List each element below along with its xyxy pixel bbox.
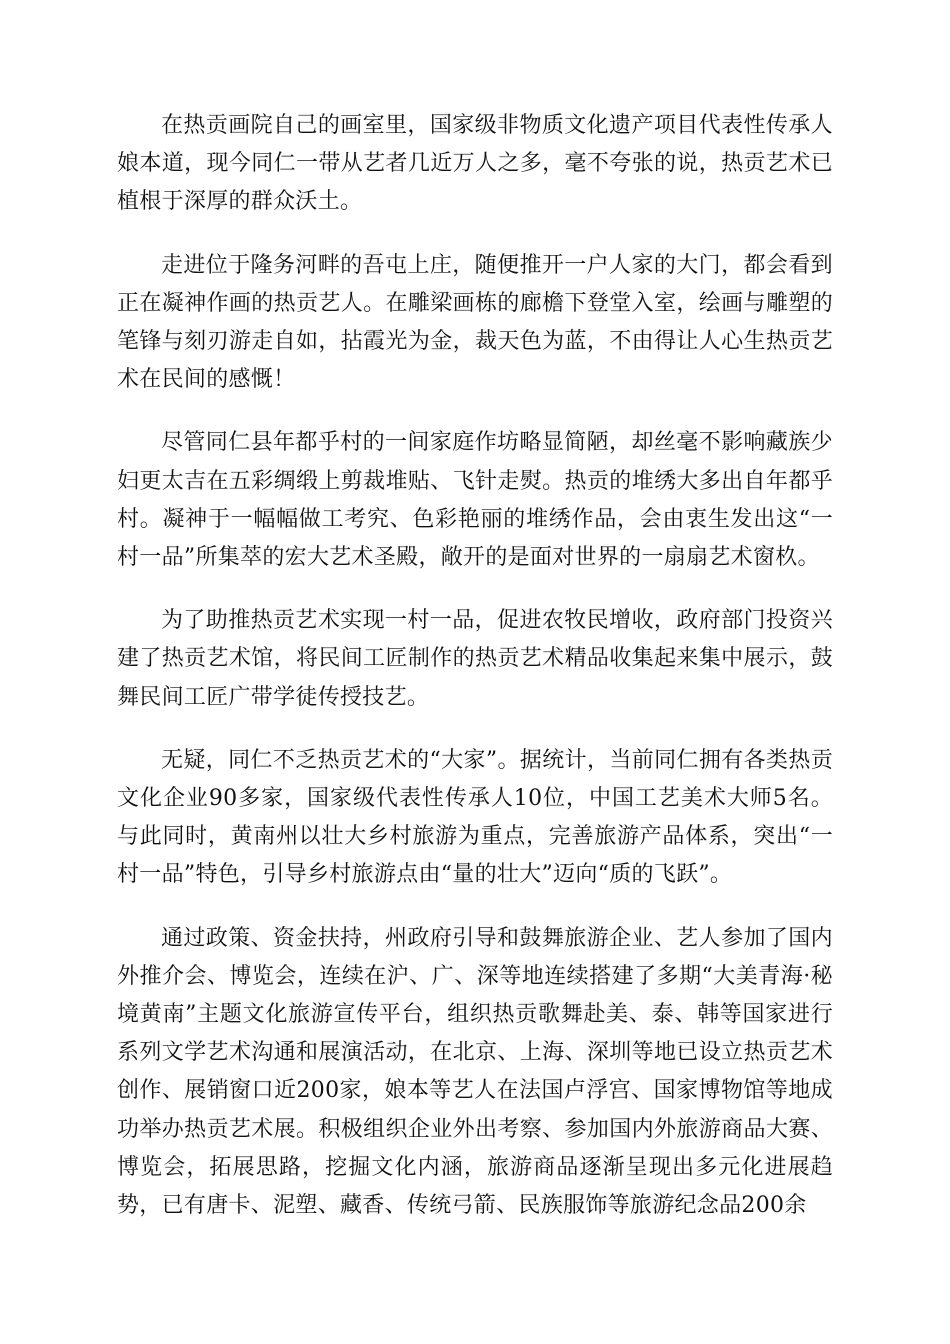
document-body	[117, 107, 833, 1250]
paragraph-4: 为了助推热贡艺术实现一村一品，促进农牧民增收，政府部门投资兴建了热贡艺术馆，将民间工匠制作的热贡艺术精品收集起来集中展示，鼓舞民间工匠广带学徒传授技艺。	[117, 608, 833, 710]
paragraph-6: 通过政策、资金扶持，州政府引导和鼓舞旅游企业、艺人参加了国内外推介会、博览会，连续在沪、广、深等地连续搭建了多期“大美青海·秘境黄南”主题文化旅游宣传平台，组织热贡歌舞赴美、泰、韩等国家进行系列文学艺术沟通和展演活动，在北京、上海、深圳等地已设立热贡艺术创作、展销窗口近200家，娘本等艺人在法国卢浮宫、国家博物馆等地成功举办热贡艺术展。积极组织企业外出考察、参加国内外旅游商品大赛、博览会，拓展思路，挖掘文化内涵，旅游商品逐渐呈现出多元化进展趋势，已有唐卡、泥塑、藏香、传统弓箭、民族服饰等旅游纪念品200余	[117, 925, 833, 1219]
paragraph-3: 尽管同仁县年都乎村的一间家庭作坊略显简陋，却丝毫不影响藏族少妇更太吉在五彩绸缎上剪裁堆贴、飞针走熨。热贡的堆绣大多出自年都乎村。凝神于一幅幅做工考究、色彩艳丽的堆绣作品，会由衷生发出这“一村一品”所集萃的宏大艺术圣殿，敞开的是面对世界的一扇扇艺术窗杦。	[117, 430, 833, 571]
paragraph-5: 无疑，同仁不乏热贡艺术的“大家”。据统计，当前同仁拥有各类热贡文化企业90多家，国家级代表性传承人10位，中国工艺美术大师5名。与此同时，黄南州以壮大乡村旅游为重点，完善旅游产品体系，突出“一村一品”特色，引导乡村旅游点由“量的壮大”迈向“质的飞跃”。	[117, 747, 833, 888]
paragraph-2: 走进位于隆务河畔的吾屯上庄，随便推开一户人家的大门，都会看到正在凝神作画的热贡艺人。在雕梁画栋的廊檐下登堂入室，绘画与雕塑的笔锋与刻刃游走自如，拈霞光为金，裁天色为蓝，不由得让人心生热贡艺术在民间的感慨！	[117, 252, 833, 393]
paragraph-1: 在热贡画院自己的画室里，国家级非物质文化遗产项目代表性传承人娘本道，现今同仁一带从艺者几近万人之多，毫不夸张的说，热贡艺术已植根于深厚的群众沃土。	[117, 113, 833, 215]
